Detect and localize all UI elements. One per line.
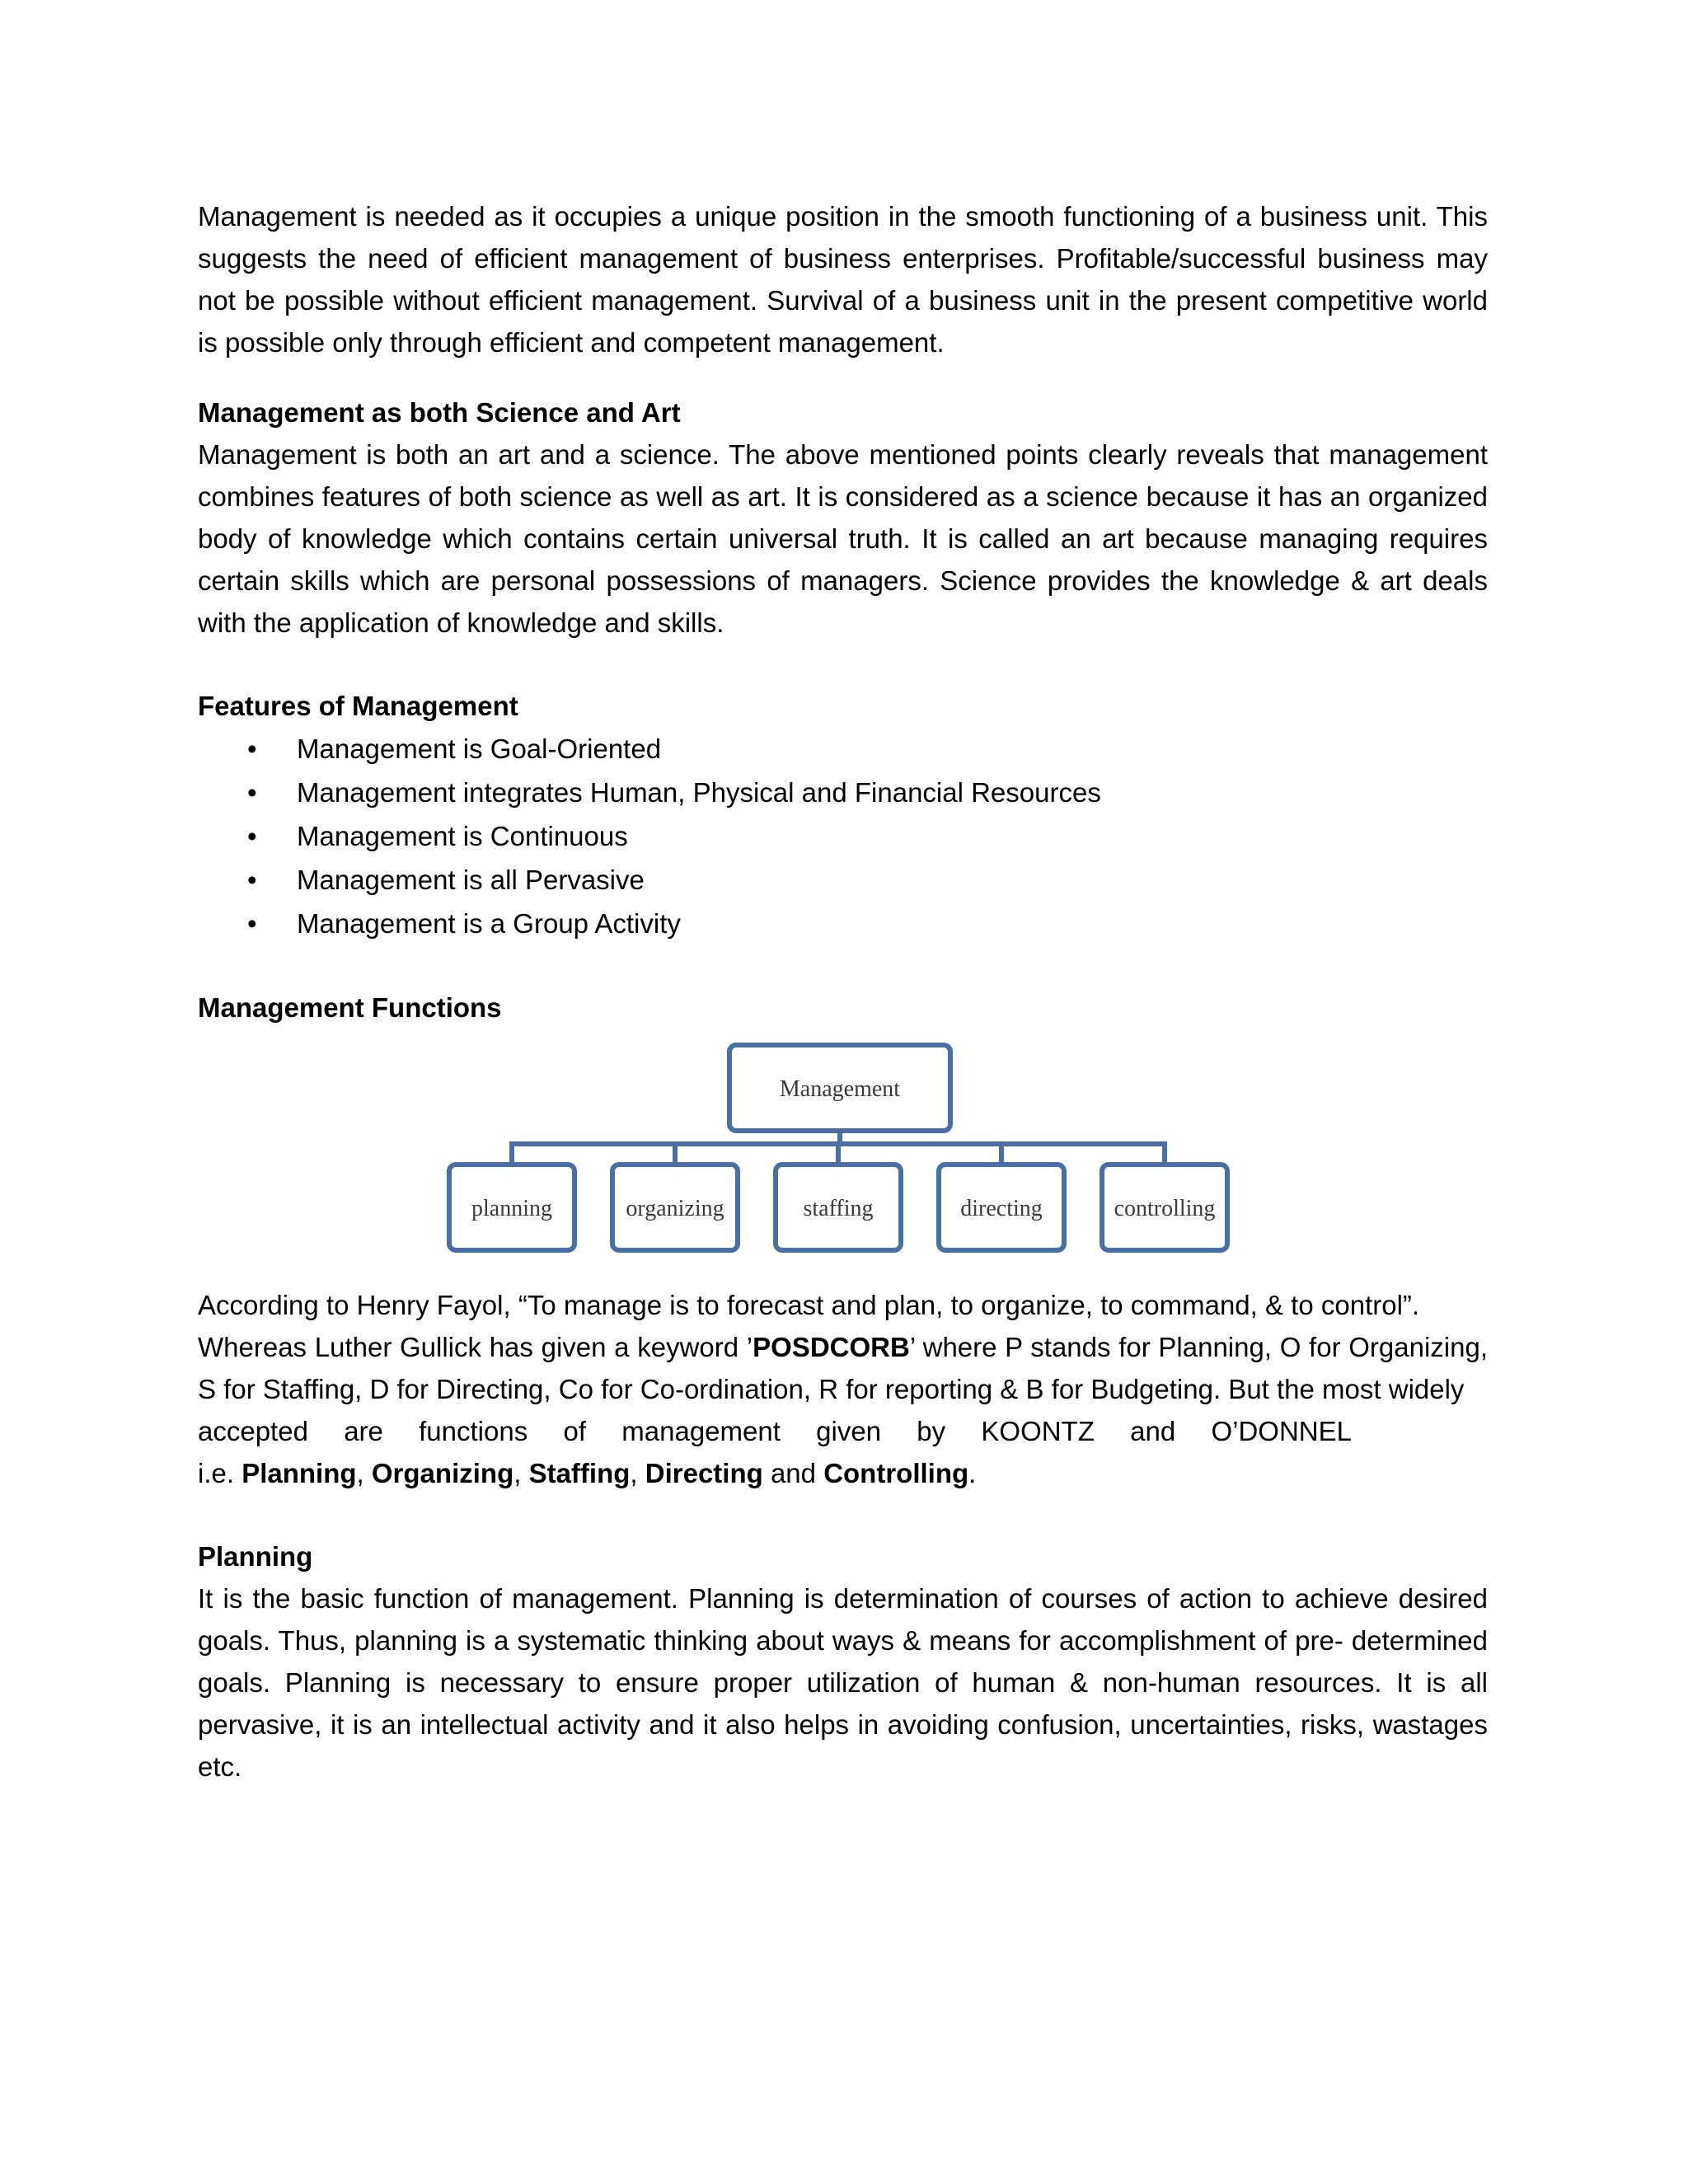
koontz-word: given bbox=[816, 1416, 882, 1446]
bullet-icon: • bbox=[247, 733, 257, 764]
features-list bbox=[198, 727, 1488, 945]
list-item bbox=[198, 814, 1488, 858]
management-functions-diagram bbox=[198, 1037, 1488, 1284]
list-item bbox=[198, 771, 1488, 814]
list-item bbox=[198, 902, 1488, 945]
bullet-icon: • bbox=[247, 908, 257, 939]
koontz-line bbox=[198, 1410, 1352, 1452]
koontz-word: are bbox=[344, 1416, 383, 1446]
document-body bbox=[198, 195, 1488, 1788]
node-staffing bbox=[776, 1165, 901, 1250]
node-planning bbox=[449, 1165, 574, 1250]
list-item-text: Management is Goal-Oriented bbox=[297, 733, 662, 764]
node-label: controlling bbox=[1114, 1196, 1216, 1221]
function-name-controlling: Controlling bbox=[823, 1458, 969, 1488]
node-management bbox=[729, 1045, 950, 1131]
list-item-text: Management is all Pervasive bbox=[297, 865, 645, 895]
list-item-text: Management integrates Human, Physical and Financial Resources bbox=[297, 777, 1101, 808]
list-item-text: Management is Continuous bbox=[297, 821, 628, 851]
org-chart-svg bbox=[198, 1037, 1488, 1284]
koontz-word: of bbox=[563, 1416, 587, 1446]
node-controlling bbox=[1102, 1165, 1227, 1250]
node-label: Management bbox=[779, 1076, 901, 1102]
node-organizing bbox=[612, 1165, 738, 1250]
list-item bbox=[198, 727, 1488, 771]
node-label: organizing bbox=[626, 1196, 724, 1221]
koontz-word: O’DONNEL bbox=[1211, 1416, 1352, 1446]
planning-paragraph: It is the basic function of management. Planning is determination of courses of action to achieve desired goals. Thus, planning is a systematic thinking about ways & means for accomplishment of pre- determined goals. Planning is necessary to ensure proper utilization of human & non-human resources. It is all pervasive, it is an intellectual activity and it also helps in avoiding confusion, uncertainties, risks, wastages etc. bbox=[198, 1583, 1488, 1782]
koontz-word: functions bbox=[419, 1416, 528, 1446]
list-item bbox=[198, 858, 1488, 902]
function-name-organizing: Organizing bbox=[371, 1458, 514, 1488]
function-name-planning: Planning bbox=[241, 1458, 357, 1488]
science-art-heading: Management as both Science and Art bbox=[198, 397, 681, 428]
bullet-icon: • bbox=[247, 777, 257, 808]
ie-prefix: i.e. bbox=[198, 1458, 242, 1488]
node-label: directing bbox=[960, 1196, 1043, 1221]
node-directing bbox=[939, 1165, 1064, 1250]
node-label: staffing bbox=[803, 1196, 874, 1221]
features-heading: Features of Management bbox=[198, 691, 518, 721]
fayol-quote: According to Henry Fayol, “To manage is to forecast and plan, to organize, to command, & to control”. bbox=[198, 1290, 1420, 1320]
koontz-word: and bbox=[1130, 1416, 1176, 1446]
ie-line: i.e. Planning, Organizing, Staffing, Directing and Controlling. bbox=[198, 1458, 977, 1488]
node-label: planning bbox=[471, 1196, 552, 1221]
koontz-word: KOONTZ bbox=[981, 1416, 1095, 1446]
functions-heading: Management Functions bbox=[198, 992, 502, 1023]
bullet-icon: • bbox=[247, 821, 257, 851]
gullick-pre: Whereas Luther Gullick has given a keyword ’ bbox=[198, 1332, 753, 1362]
gullick-post: ’ where P stands for Planning, O for Organizing, S for Staffing, D for Directing, Co for Co-ordination, R for reporting & B for Budgeting. But the most widely bbox=[198, 1332, 1488, 1404]
koontz-word: management bbox=[621, 1416, 781, 1446]
science-art-paragraph: Management is both an art and a science. The above mentioned points clearly reveals that management combines features of both science as well as art. It is considered as a science because it has an organized body of knowledge which contains certain universal truth. It is called an art because managing requires certain skills which are personal possessions of managers. Science provides the knowledge & art deals with the application of knowledge and skills. bbox=[198, 439, 1488, 638]
gullick-paragraph bbox=[198, 1326, 1488, 1410]
planning-heading: Planning bbox=[198, 1541, 313, 1572]
list-item-text: Management is a Group Activity bbox=[297, 908, 681, 939]
connector-lines bbox=[509, 1131, 1167, 1165]
function-name-staffing: Staffing bbox=[528, 1458, 631, 1488]
koontz-word: by bbox=[917, 1416, 946, 1446]
koontz-word: accepted bbox=[198, 1416, 308, 1446]
function-name-directing: Directing bbox=[645, 1458, 763, 1488]
intro-paragraph: Management is needed as it occupies a unique position in the smooth functioning of a business unit. This suggests the need of efficient management of business enterprises. Profitable/successful business may not be possible without efficient management. Survival of a business unit in the present competitive world is possible only through efficient and competent management. bbox=[198, 201, 1488, 358]
bullet-icon: • bbox=[247, 865, 257, 895]
posdcorb-keyword: POSDCORB bbox=[753, 1332, 910, 1362]
